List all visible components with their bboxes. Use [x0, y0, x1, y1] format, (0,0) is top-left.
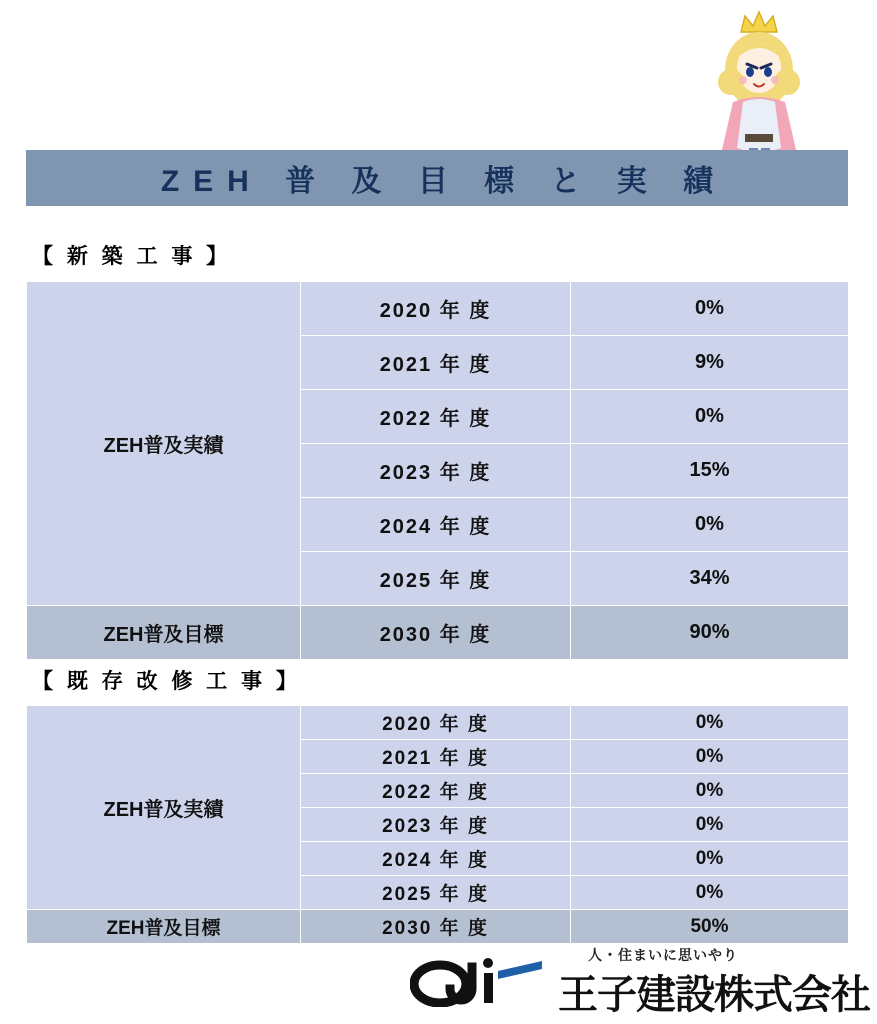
cell-value: 0%: [571, 740, 849, 774]
cell-value: 0%: [571, 498, 849, 552]
cell-value: 0%: [571, 842, 849, 876]
row-label-goal: ZEH普及目標: [27, 606, 301, 660]
company-name: 王子建設株式会社: [558, 973, 870, 1017]
page-title-banner: [26, 150, 848, 206]
oji-logo-icon: [410, 957, 550, 1007]
cell-value: 0%: [571, 282, 849, 336]
cell-year: 2030 年 度: [301, 606, 571, 660]
table-row: [27, 706, 849, 740]
cell-year: 2025 年 度: [301, 876, 571, 910]
cell-year: 2024 年 度: [301, 842, 571, 876]
cell-value: 15%: [571, 444, 849, 498]
cell-year: 2022 年 度: [301, 390, 571, 444]
row-label-achievement: ZEH普及実績: [27, 706, 301, 910]
cell-value: 50%: [571, 910, 849, 944]
cell-value: 34%: [571, 552, 849, 606]
cell-value: 9%: [571, 336, 849, 390]
cell-year: 2030 年 度: [301, 910, 571, 944]
cell-year: 2020 年 度: [301, 706, 571, 740]
cell-year: 2024 年 度: [301, 498, 571, 552]
table-renovation: [26, 705, 849, 944]
cell-value: 90%: [571, 606, 849, 660]
cell-year: 2023 年 度: [301, 808, 571, 842]
section-heading-renovation: 【 既 存 改 修 工 事 】: [32, 670, 301, 693]
cell-year: 2023 年 度: [301, 444, 571, 498]
cell-year: 2022 年 度: [301, 774, 571, 808]
cell-value: 0%: [571, 876, 849, 910]
row-label-achievement: ZEH普及実績: [27, 282, 301, 606]
cell-value: 0%: [571, 706, 849, 740]
table-new-construction: [26, 281, 849, 660]
row-label-goal: ZEH普及目標: [27, 910, 301, 944]
company-tagline: 人・住まいに思いやり: [588, 947, 738, 963]
section-heading-new-construction: 【 新 築 工 事 】: [32, 245, 232, 268]
table-row-goal: [27, 606, 849, 660]
cell-year: 2021 年 度: [301, 336, 571, 390]
cell-value: 0%: [571, 808, 849, 842]
table-row: [27, 282, 849, 336]
cell-year: 2025 年 度: [301, 552, 571, 606]
cell-year: 2021 年 度: [301, 740, 571, 774]
page-title: ZEH 普 及 目 標 と 実 績: [160, 165, 728, 198]
cell-value: 0%: [571, 390, 849, 444]
company-logo-footer: [410, 945, 870, 1017]
table-row-goal: [27, 910, 849, 944]
cell-value: 0%: [571, 774, 849, 808]
cell-year: 2020 年 度: [301, 282, 571, 336]
